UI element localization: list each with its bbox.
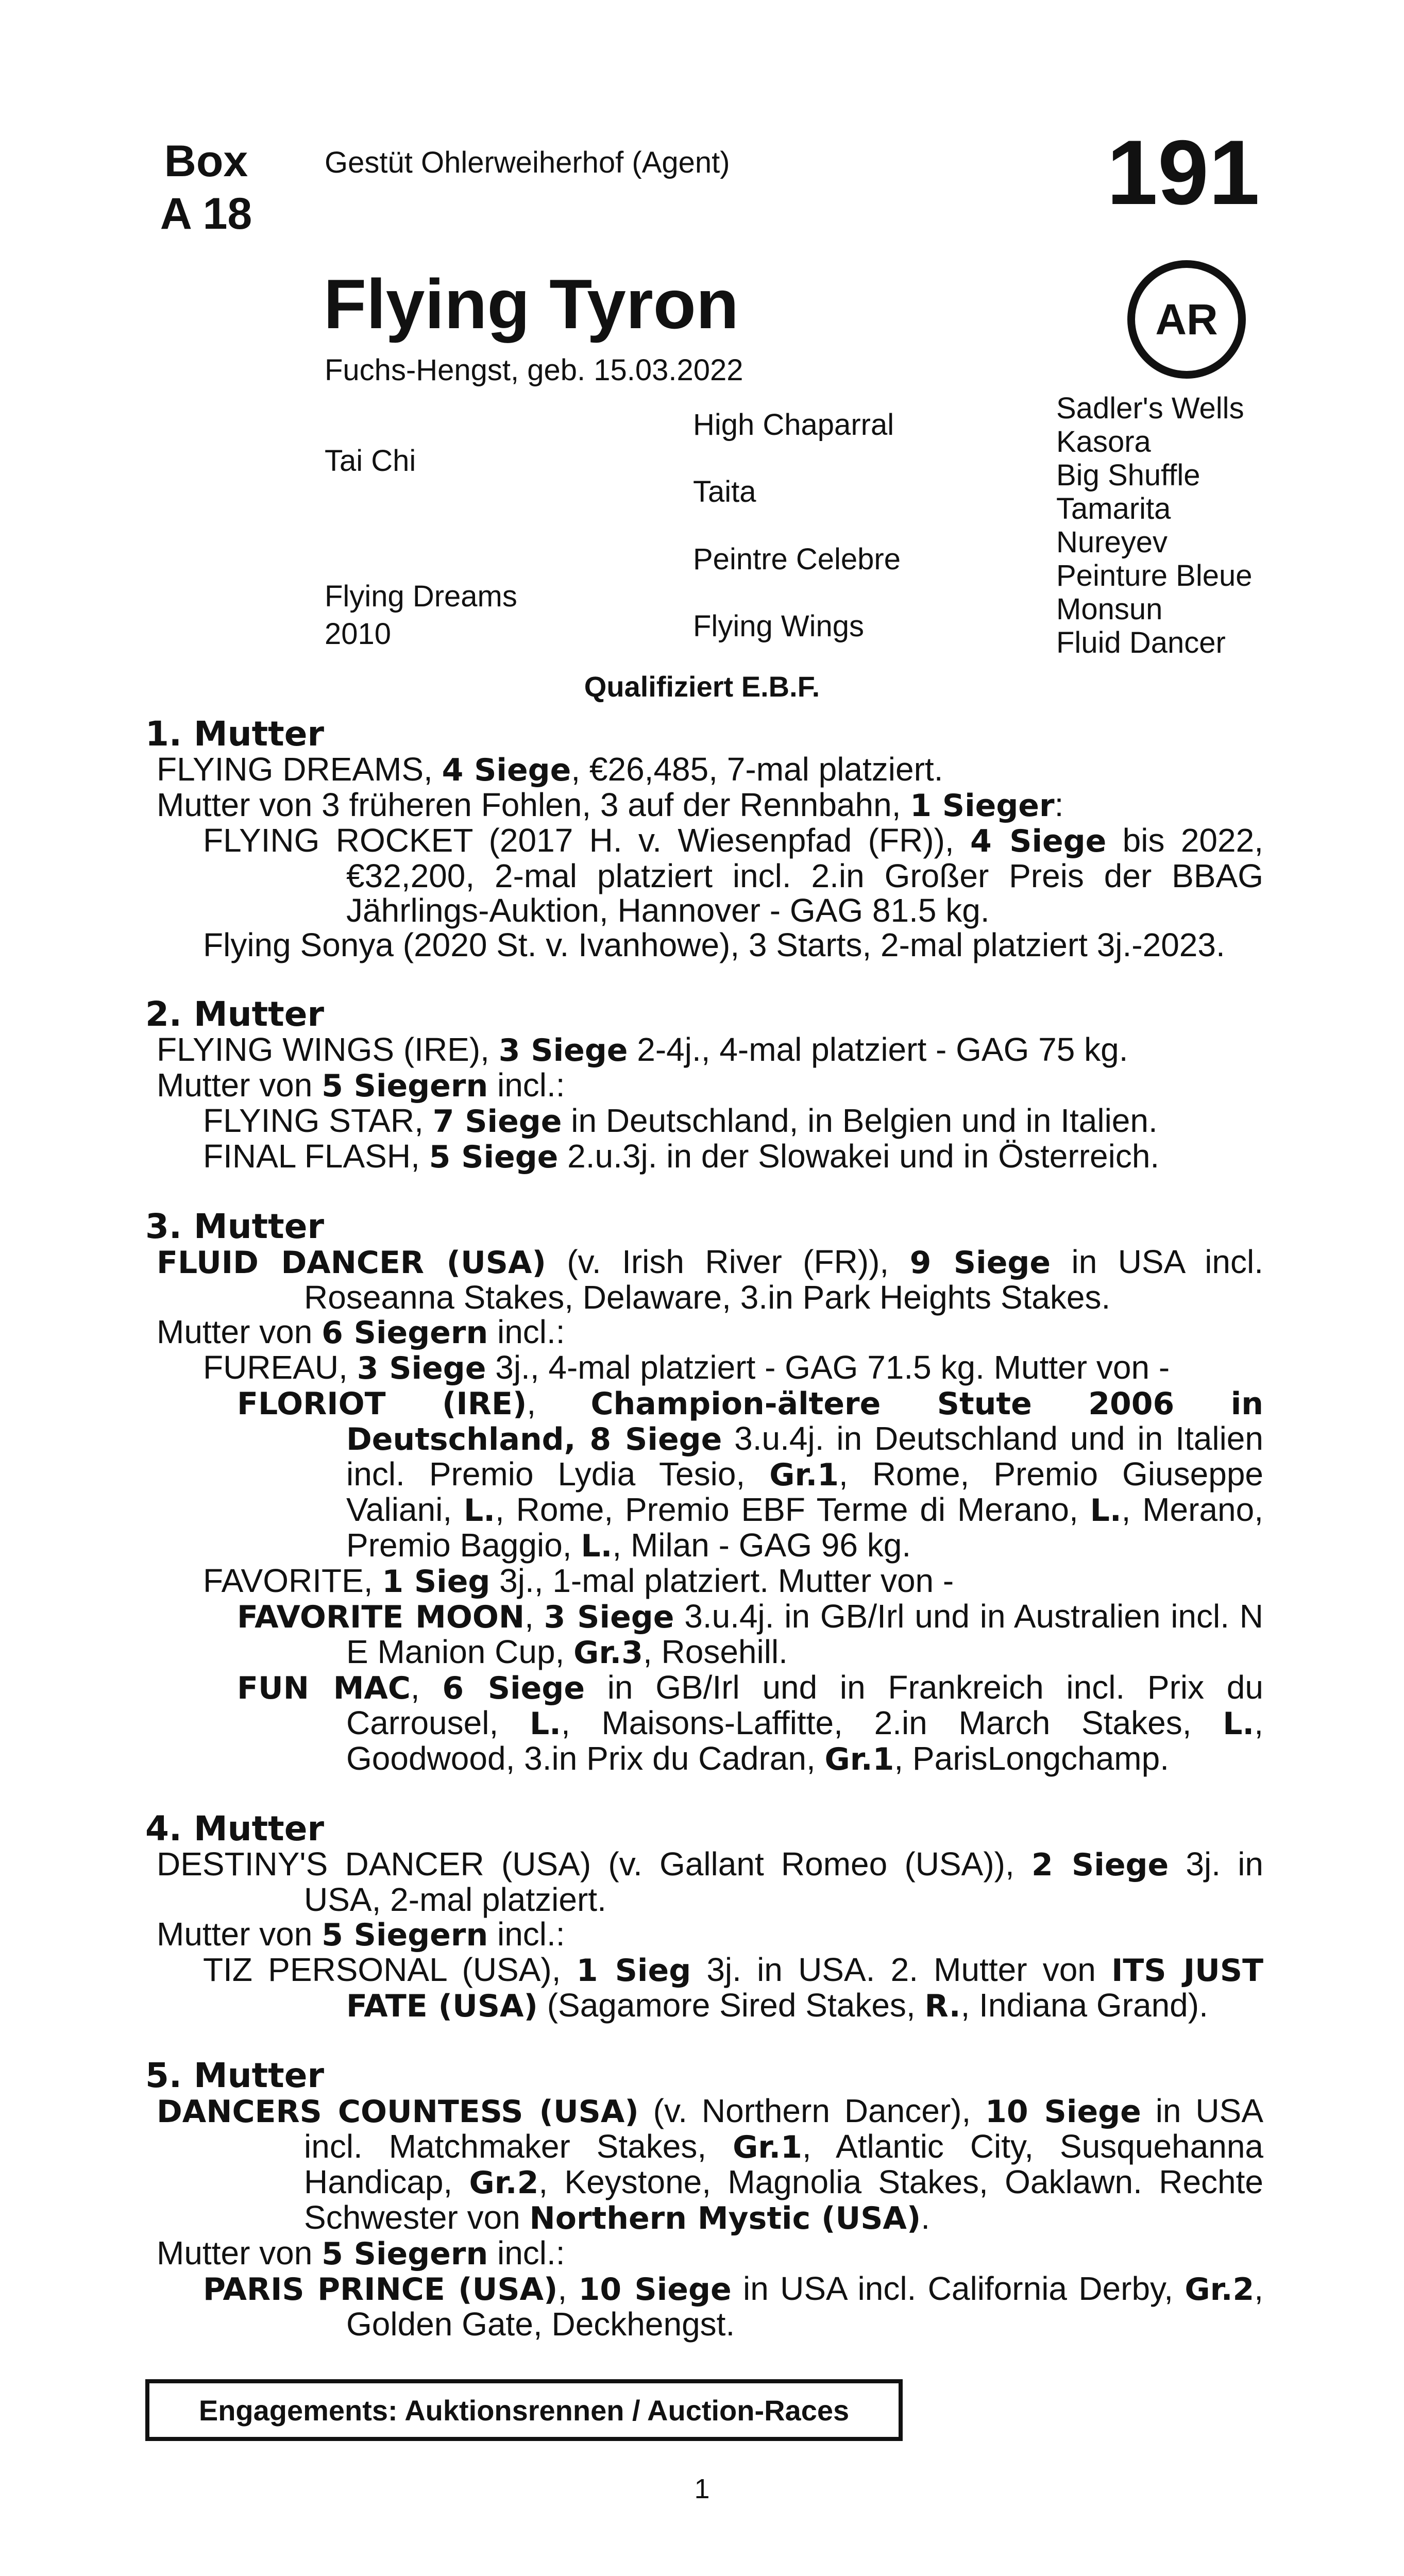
produce-summary: Mutter von 5 Siegern incl.: [157,2234,565,2272]
produce-entry: FLYING ROCKET (2017 H. v. Wiesenpfad (FR)), 4 Siege bis 2022, €32,200, 2-mal platziert incl. 2.in Großer Preis der BBAG Jährlings-Auktion, Hannover - GAG 81.5 kg. [203,822,1263,929]
pedigree-great-grandparent: Tamarita [1056,492,1171,526]
produce-summary: Mutter von 5 Siegern incl.: [157,1916,565,1953]
qualification: Qualifiziert E.B.F. [584,670,820,703]
pedigree-great-grandparent: Kasora [1056,425,1151,459]
produce-summary: Mutter von 5 Siegern incl.: [157,1066,565,1104]
dam-line: DANCERS COUNTESS (USA) (v. Northern Dancer), 10 Siege in USA incl. Matchmaker Stakes, Gr.1, Atlantic City, Susquehanna Handicap, Gr.2, Keystone, Magnolia Stakes, Oaklawn. Rechte Schwester von Northern Mystic (USA). [157,2092,1264,2236]
pedigree-grandparent: Flying Wings [693,609,864,643]
pedigree-great-grandparent: Sadler's Wells [1056,392,1244,425]
pedigree-great-grandparent: Monsun [1056,592,1163,626]
section-title: 1. Mutter [145,714,325,754]
section-1st-dam [145,716,1263,962]
pedigree-great-grandparent: Peinture Bleue [1056,559,1253,592]
grandproduce-entry: FAVORITE MOON, 3 Siege 3.u.4j. in GB/Irl und in Australien incl. N E Manion Cup, Gr.3, Rosehill. [237,1598,1263,1671]
produce-summary: Mutter von 3 früheren Fohlen, 3 auf der Rennbahn, 1 Sieger: [157,786,1064,824]
dam-line: FLYING DREAMS, 4 Siege, €26,485, 7-mal platziert. [157,751,943,788]
produce-entry: TIZ PERSONAL (USA), 1 Sieg 3j. in USA. 2. Mutter von ITS JUST FATE (USA) (Sagamore Sired Stakes, R., Indiana Grand). [203,1951,1264,2024]
pedigree-dam: Flying Dreams [325,580,517,613]
produce-entry: FINAL FLASH, 5 Siege 2.u.3j. in der Slowakei und in Österreich. [203,1138,1160,1175]
dam-line: DESTINY'S DANCER (USA) (v. Gallant Romeo (USA)), 2 Siege 3j. in USA, 2-mal platziert. [157,1845,1263,1918]
horse-name: Flying Tyron [324,265,739,343]
horse-description: Fuchs-Hengst, geb. 15.03.2022 [325,353,743,387]
pedigree-dam-year: 2010 [325,617,392,651]
engagements-box: Engagements: Auktionsrennen / Auction-Races [145,2379,903,2441]
pedigree-grandparent: Peintre Celebre [693,543,901,576]
ar-badge: AR [1127,260,1246,379]
section-title: 3. Mutter [145,1207,325,1246]
page-number: 1 [694,2473,710,2504]
grandproduce-entry: FLORIOT (IRE), Champion-ältere Stute 2006 in Deutschland, 8 Siege 3.u.4j. in Deutschland und in Italien incl. Premio Lydia Tesio, Gr.1, Rome, Premio Giuseppe Valiani, L., Rome, Premio EBF Terme di Merano, L., Merano, Premio Baggio, L., Milan - GAG 96 kg. [237,1384,1264,1564]
box-line-1: Box [164,137,248,186]
section-title: 5. Mutter [145,2056,325,2095]
produce-summary: Mutter von 6 Siegern incl.: [157,1313,565,1351]
box-line-2: A 18 [160,189,252,239]
pedigree-great-grandparent: Big Shuffle [1056,459,1200,492]
section-title: 2. Mutter [145,994,325,1034]
grandproduce-entry: FUN MAC, 6 Siege in GB/Irl und in Frankreich incl. Prix du Carrousel, L., Maisons-Laffitte, 2.in March Stakes, L., Goodwood, 3.in Prix du Cadran, Gr.1, ParisLongchamp. [237,1669,1264,1777]
pedigree-grandparent: High Chaparral [693,408,894,442]
pedigree-grandparent: Taita [693,475,756,509]
family-sections [145,716,1263,2376]
section-title: 4. Mutter [145,1809,325,1849]
consignor: Gestüt Ohlerweiherhof (Agent) [325,146,730,179]
box-label [149,135,263,240]
pedigree-sire: Tai Chi [325,444,416,478]
pedigree-great-grandparent: Nureyev [1056,526,1168,559]
produce-entry: PARIS PRINCE (USA), 10 Siege in USA incl. California Derby, Gr.2, Golden Gate, Deckhengst. [203,2270,1264,2343]
produce-entry: FUREAU, 3 Siege 3j., 4-mal platziert - GAG 71.5 kg. Mutter von - [203,1349,1170,1386]
dam-line: FLUID DANCER (USA) (v. Irish River (FR)), 9 Siege in USA incl. Roseanna Stakes, Delaware, 3.in Park Heights Stakes. [157,1243,1264,1316]
pedigree-great-grandparent: Fluid Dancer [1056,626,1226,659]
dam-line: FLYING WINGS (IRE), 3 Siege 2-4j., 4-mal platziert - GAG 75 kg. [157,1031,1128,1069]
produce-entry: Flying Sonya (2020 St. v. Ivanhowe), 3 Starts, 2-mal platziert 3j.-2023. [203,926,1225,963]
section-4th-dam [145,1811,1263,2024]
section-5th-dam [145,2058,1263,2342]
section-2nd-dam [145,996,1263,1175]
produce-entry: FAVORITE, 1 Sieg 3j., 1-mal platziert. Mutter von - [203,1562,954,1600]
lot-number: 191 [1107,121,1260,224]
section-3rd-dam [145,1209,1263,1777]
produce-entry: FLYING STAR, 7 Siege in Deutschland, in Belgien und in Italien. [203,1102,1158,1140]
